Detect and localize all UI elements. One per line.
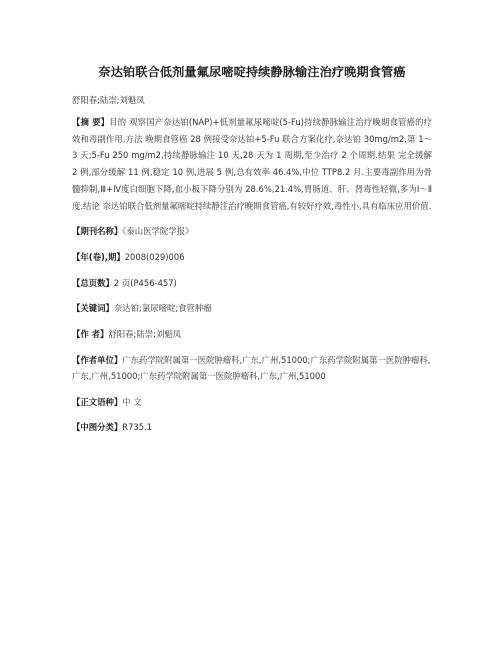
abstract-section <box>72 114 432 214</box>
keywords-label: 【关键词】 <box>72 303 114 314</box>
page-count-field <box>72 275 432 292</box>
journal-name-field <box>72 223 432 240</box>
author-affiliation-label: 【作者单位】 <box>72 354 123 365</box>
authors-value: 舒阳春;陆崇;刘魁凤 <box>108 329 182 340</box>
year-volume-issue-field <box>72 249 432 266</box>
journal-name-label: 【期刊名称】 <box>72 226 123 237</box>
authors-label: 【作 者】 <box>72 329 109 340</box>
keywords-value: 奈达铂;氯尿嘧啶;食管肿瘤 <box>113 303 212 314</box>
keywords-field <box>72 300 432 317</box>
journal-name-value: 《泰山医学院学报》 <box>122 226 194 237</box>
article-authors: 舒阳春;陆崇;刘魁凤 <box>72 95 145 105</box>
authors-field <box>72 326 432 343</box>
article-title: 奈达铂联合低剂量氟尿嘧啶持续静脉输注治疗晚期食管癌 <box>98 65 406 79</box>
year-volume-issue-value: 2008(029)006 <box>124 251 185 262</box>
language-value: 中 文 <box>122 396 142 407</box>
classification-field <box>72 419 432 436</box>
language-label: 【正文语种】 <box>72 396 123 407</box>
classification-value: R735.1 <box>122 422 153 433</box>
page-count-value: 2 页(P456-457) <box>113 277 177 288</box>
author-affiliation-value: 广东药学院附属第一医院肿瘤科,广东,广州,51000;广东药学院附属第一医院肿瘤科,广东,广州,51000;广东药学院附属第一医院肿瘤科,广东,广州,51000 <box>72 354 431 382</box>
classification-label: 【中图分类】 <box>72 422 123 433</box>
page-count-label: 【总页数】 <box>72 277 114 288</box>
year-volume-issue-label: 【年(卷),期】 <box>72 251 125 262</box>
abstract-text: 目的 观察国产奈达铂(NAP)+低剂量氟尿嘧啶(5-Fu)持续静脉输注治疗晚期食管癌的疗效和毒副作用.方法 晚期食管癌 28 例接受奈达铂+5-Fu 联合方案化疗,奈达铂 30mg/m2,第 1～3 天;5-Fu 250 mg/m2,持续静脉输注 10 天,28 天为 1 周期,至少治疗 2 个周期.结果 完全缓解 2 例,部分缓解 11 例,稳定 10 例,进展 5 例,总有效率 46.4%,中位 TTP8.2 月.主要毒副作用为骨髓抑制,Ⅲ+Ⅳ度白细胞下降,血小板下降分别为 28.6%,21.4%,胃肠道、肝、肾毒性轻微,多为Ⅰ～Ⅱ度.结论 奈达铂联合低剂量氟嘧啶持续静注治疗晚期食管癌,有较好疗效,毒性小,具有临床应用价值. <box>72 117 433 211</box>
abstract-label: 【摘 要】 <box>72 117 110 127</box>
author-affiliation-field <box>72 352 432 385</box>
language-field <box>72 394 432 411</box>
